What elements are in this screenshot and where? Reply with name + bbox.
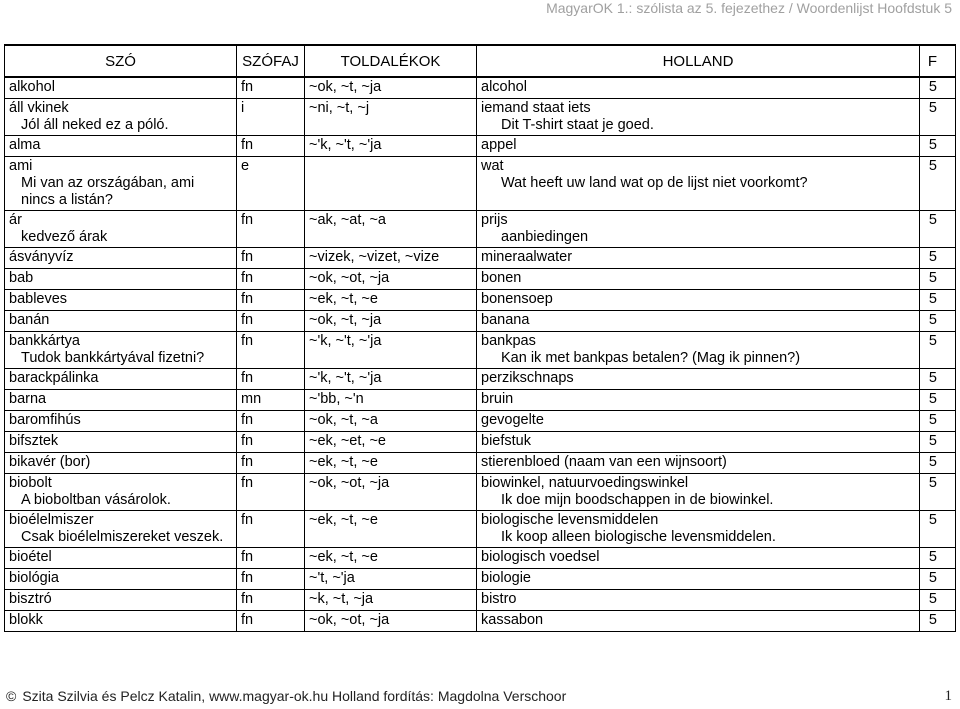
word-cell [5,269,237,290]
suffixes: ~'k, ~'t, ~'ja [309,370,382,386]
dutch-translation: appel [481,137,517,153]
part-of-speech-cell [237,99,305,136]
part-of-speech-cell [237,548,305,569]
suffixes: ~vizek, ~vizet, ~vize [309,249,440,265]
dutch-translation: perzikschnaps [481,370,574,386]
frequency: 5 [928,137,937,153]
dutch-translation: banana [481,312,530,328]
dutch-translation: biologische levensmiddelen [481,512,659,528]
hungarian-word: bankkártya [9,333,80,349]
table-row [5,432,956,453]
hungarian-example: Mi van az országában, ami nincs a listán? [21,175,195,208]
word-cell [5,248,237,269]
part-of-speech: fn [241,454,254,470]
footer [6,688,952,706]
hungarian-word: blokk [9,612,43,628]
dutch-translation: bruin [481,391,514,407]
part-of-speech-cell [237,569,305,590]
hungarian-word: bisztró [9,591,52,607]
word-cell [5,548,237,569]
frequency: 5 [928,291,937,307]
hungarian-word: bifsztek [9,433,59,449]
table-row [5,211,956,248]
frequency-cell [920,453,956,474]
suffixes-cell [305,432,477,453]
dutch-cell [477,411,920,432]
frequency-cell [920,390,956,411]
part-of-speech: fn [241,212,254,228]
suffixes-cell [305,590,477,611]
dutch-translation: bonen [481,270,522,286]
word-cell [5,311,237,332]
word-cell [5,211,237,248]
part-of-speech-cell [237,432,305,453]
table-row [5,548,956,569]
suffixes: ~ok, ~ot, ~ja [309,270,390,286]
table-header-row [5,45,956,77]
column-header-dutch: HOLLAND [477,45,920,77]
dutch-translation: bistro [481,591,517,607]
part-of-speech-cell [237,290,305,311]
suffixes-cell [305,390,477,411]
suffixes-cell [305,369,477,390]
part-of-speech-cell [237,248,305,269]
dutch-translation: mineraalwater [481,249,573,265]
hungarian-example: A bioboltban vásárolok. [21,492,171,508]
suffixes: ~ak, ~at, ~a [309,212,386,228]
part-of-speech-cell [237,590,305,611]
frequency-cell [920,290,956,311]
frequency-cell [920,136,956,157]
frequency: 5 [928,391,937,407]
suffixes: ~ek, ~t, ~e [309,512,378,528]
frequency-cell [920,99,956,136]
hungarian-word: bikavér (bor) [9,454,91,470]
suffixes-cell [305,548,477,569]
table-row [5,390,956,411]
suffixes: ~ek, ~t, ~e [309,454,378,470]
part-of-speech-cell [237,211,305,248]
table-row [5,453,956,474]
dutch-example: Dit T-shirt staat je goed. [501,117,654,133]
frequency: 5 [928,312,937,328]
dutch-cell [477,611,920,632]
frequency: 5 [928,270,937,286]
part-of-speech-cell [237,269,305,290]
part-of-speech: fn [241,333,254,349]
suffixes: ~'k, ~'t, ~'ja [309,137,382,153]
frequency-cell [920,511,956,548]
suffixes-cell [305,77,477,99]
column-header-word: SZÓ [5,45,237,77]
suffixes: ~ni, ~t, ~j [309,100,370,116]
page-number: 1 [944,688,952,704]
word-cell [5,369,237,390]
frequency-cell [920,590,956,611]
frequency: 5 [928,591,937,607]
suffixes-cell [305,248,477,269]
word-cell [5,411,237,432]
part-of-speech: fn [241,137,254,153]
table-row [5,248,956,269]
frequency-cell [920,269,956,290]
table-row [5,311,956,332]
table-row [5,611,956,632]
dutch-translation: biologisch voedsel [481,549,600,565]
part-of-speech: fn [241,591,254,607]
table-row [5,411,956,432]
dutch-cell [477,99,920,136]
dutch-cell [477,248,920,269]
frequency-cell [920,248,956,269]
suffixes-cell [305,611,477,632]
table-row [5,290,956,311]
part-of-speech: fn [241,312,254,328]
word-cell [5,390,237,411]
word-cell [5,99,237,136]
part-of-speech: fn [241,549,254,565]
dutch-translation: stierenbloed (naam van een wijnsoort) [481,454,727,470]
dutch-translation: bankpas [481,333,536,349]
column-header-part-of-speech: SZÓFAJ [237,45,305,77]
frequency: 5 [928,79,937,95]
table-row [5,77,956,99]
table-row [5,136,956,157]
frequency-cell [920,611,956,632]
suffixes-cell [305,332,477,369]
suffixes-cell [305,411,477,432]
suffixes: ~'bb, ~'n [309,391,364,407]
dutch-cell [477,548,920,569]
frequency: 5 [928,549,937,565]
dutch-translation: biologie [481,570,531,586]
footer-credits: Szita Szilvia és Pelcz Katalin, www.magyar-ok.hu Holland fordítás: Magdolna Verschoor [22,688,567,704]
part-of-speech: fn [241,570,254,586]
word-cell [5,432,237,453]
suffixes: ~ok, ~ot, ~ja [309,612,390,628]
part-of-speech: fn [241,475,254,491]
table-body [5,77,956,632]
frequency-cell [920,474,956,511]
word-cell [5,474,237,511]
suffixes-cell [305,311,477,332]
part-of-speech: mn [241,391,262,407]
dutch-cell [477,211,920,248]
frequency-cell [920,548,956,569]
part-of-speech-cell [237,311,305,332]
dutch-cell [477,311,920,332]
word-cell [5,453,237,474]
dutch-translation: wat [481,158,504,174]
suffixes-cell [305,99,477,136]
dutch-translation: biefstuk [481,433,531,449]
frequency-cell [920,411,956,432]
dutch-cell [477,157,920,211]
dutch-cell [477,77,920,99]
dutch-translation: kassabon [481,612,544,628]
dutch-cell [477,474,920,511]
part-of-speech: e [241,158,250,174]
dutch-cell [477,136,920,157]
table-row [5,569,956,590]
word-cell [5,511,237,548]
hungarian-example: Tudok bankkártyával fizetni? [21,350,205,366]
part-of-speech: fn [241,291,254,307]
dutch-example: Kan ik met bankpas betalen? (Mag ik pinnen?) [501,350,801,366]
word-cell [5,157,237,211]
suffixes-cell [305,157,477,211]
dutch-cell [477,269,920,290]
frequency: 5 [928,454,937,470]
part-of-speech-cell [237,411,305,432]
dutch-cell [477,332,920,369]
dutch-translation: biowinkel, natuurvoedingswinkel [481,475,689,491]
hungarian-word: alkohol [9,79,55,95]
hungarian-word: banán [9,312,50,328]
frequency: 5 [928,475,937,491]
suffixes-cell [305,453,477,474]
hungarian-word: bab [9,270,34,286]
dutch-cell [477,290,920,311]
table-row [5,269,956,290]
hungarian-word: barackpálinka [9,370,99,386]
part-of-speech-cell [237,474,305,511]
frequency: 5 [928,249,937,265]
part-of-speech: fn [241,433,254,449]
suffixes-cell [305,290,477,311]
part-of-speech-cell [237,136,305,157]
part-of-speech-cell [237,157,305,211]
dutch-translation: iemand staat iets [481,100,591,116]
part-of-speech-cell [237,611,305,632]
dutch-cell [477,453,920,474]
word-cell [5,569,237,590]
suffixes-cell [305,569,477,590]
column-header-frequency: F [920,45,956,77]
frequency: 5 [928,100,937,116]
part-of-speech-cell [237,511,305,548]
hungarian-word: alma [9,137,41,153]
part-of-speech-cell [237,369,305,390]
hungarian-word: áll vkinek [9,100,69,116]
dutch-translation: bonensoep [481,291,553,307]
table-row [5,99,956,136]
hungarian-example: kedvező árak [21,229,108,245]
frequency: 5 [928,158,937,174]
hungarian-word: baromfihús [9,412,81,428]
dutch-cell [477,511,920,548]
part-of-speech: fn [241,270,254,286]
part-of-speech: fn [241,249,254,265]
suffixes: ~k, ~t, ~ja [309,591,374,607]
dutch-cell [477,369,920,390]
frequency: 5 [928,570,937,586]
suffixes: ~'k, ~'t, ~'ja [309,333,382,349]
table-row [5,511,956,548]
hungarian-word: biológia [9,570,59,586]
frequency: 5 [928,433,937,449]
table-row [5,369,956,390]
dutch-example: Ik doe mijn boodschappen in de biowinkel. [501,492,774,508]
hungarian-word: ami [9,158,33,174]
suffixes: ~ek, ~t, ~e [309,549,378,565]
part-of-speech-cell [237,390,305,411]
vocabulary-table [4,44,956,632]
part-of-speech: fn [241,412,254,428]
dutch-cell [477,590,920,611]
suffixes-cell [305,511,477,548]
hungarian-word: bioétel [9,549,52,565]
suffixes-cell [305,474,477,511]
frequency-cell [920,157,956,211]
dutch-example: Wat heeft uw land wat op de lijst niet voorkomt? [501,175,808,191]
suffixes: ~ek, ~et, ~e [309,433,386,449]
frequency-cell [920,332,956,369]
frequency-cell [920,211,956,248]
word-cell [5,611,237,632]
frequency-cell [920,311,956,332]
frequency: 5 [928,412,937,428]
suffixes: ~ok, ~t, ~ja [309,79,382,95]
suffixes-cell [305,269,477,290]
frequency: 5 [928,333,937,349]
word-cell [5,136,237,157]
part-of-speech-cell [237,77,305,99]
hungarian-word: barna [9,391,47,407]
suffixes-cell [305,136,477,157]
table-row [5,332,956,369]
page-header: MagyarOK 1.: szólista az 5. fejezethez / Woordenlijst Hoofdstuk 5 [546,0,952,16]
dutch-cell [477,569,920,590]
dutch-translation: prijs [481,212,508,228]
frequency-cell [920,369,956,390]
part-of-speech: fn [241,512,254,528]
suffixes: ~ok, ~t, ~ja [309,312,382,328]
suffixes: ~'t, ~'ja [309,570,355,586]
copyright-symbol: © [6,688,17,704]
frequency: 5 [928,512,937,528]
table-row [5,157,956,211]
hungarian-word: bioélelmiszer [9,512,94,528]
dutch-translation: gevogelte [481,412,544,428]
dutch-translation: alcohol [481,79,527,95]
part-of-speech-cell [237,453,305,474]
frequency-cell [920,569,956,590]
column-header-suffixes: TOLDALÉKOK [305,45,477,77]
hungarian-example: Jól áll neked ez a póló. [21,117,169,133]
part-of-speech: fn [241,79,254,95]
dutch-example: Ik koop alleen biologische levensmiddelen. [501,529,776,545]
hungarian-example: Csak bioélelmiszereket veszek. [21,529,224,545]
word-cell [5,332,237,369]
word-cell [5,290,237,311]
part-of-speech-cell [237,332,305,369]
frequency-cell [920,432,956,453]
dutch-cell [477,432,920,453]
suffixes: ~ok, ~t, ~a [309,412,378,428]
table-row [5,590,956,611]
word-cell [5,590,237,611]
hungarian-word: ásványvíz [9,249,74,265]
dutch-cell [477,390,920,411]
suffixes: ~ek, ~t, ~e [309,291,378,307]
hungarian-word: ár [9,212,22,228]
part-of-speech: i [241,100,245,116]
suffixes-cell [305,211,477,248]
frequency: 5 [928,370,937,386]
suffixes: ~ok, ~ot, ~ja [309,475,390,491]
hungarian-word: bableves [9,291,68,307]
word-cell [5,77,237,99]
hungarian-word: biobolt [9,475,52,491]
frequency-cell [920,77,956,99]
table-row [5,474,956,511]
dutch-example: aanbiedingen [501,229,589,245]
frequency: 5 [928,612,937,628]
part-of-speech: fn [241,370,254,386]
frequency: 5 [928,212,937,228]
part-of-speech: fn [241,612,254,628]
